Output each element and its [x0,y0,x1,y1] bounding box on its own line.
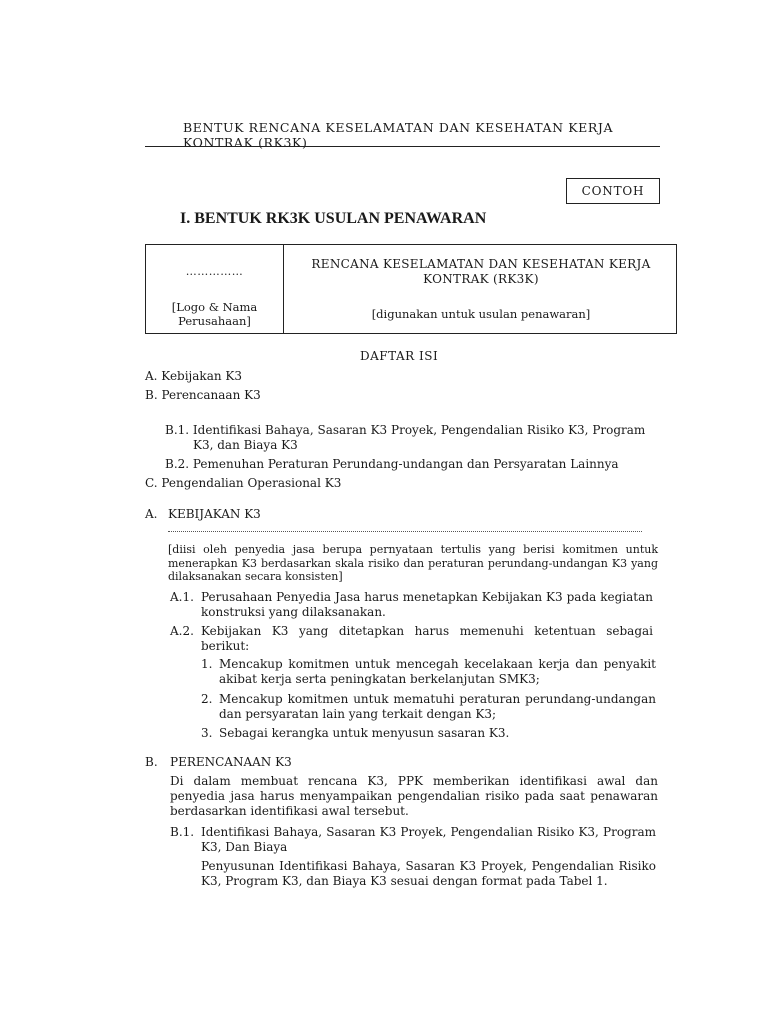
item-a1-text: Perusahaan Penyedia Jasa harus menetapkan Kebijakan K3 pada kegiatan konstruksi yang dilaksanakan. [201,590,653,619]
toc-item: B. Perencanaan K3 [145,388,261,402]
item-b1-body: Penyusunan Identifikasi Bahaya, Sasaran K3 Proyek, Pengendalian Risiko K3, Program K3, dan Biaya K3 sesuai dengan format pada Tabel 1. [201,859,656,888]
section-a-dotted-rule [168,531,642,532]
toc-item: A. Kebijakan K3 [145,369,243,383]
document-title: BENTUK RENCANA KESELAMATAN DAN KESEHATAN KERJA KONTRAK (RK3K) [183,120,614,150]
list-item: Mencakup komitmen untuk mencegah kecelakaan kerja dan penyakit akibat kerja serta peningkatan berkelanjutan SMK3; [219,657,656,686]
list-number: 2. [201,692,213,706]
section-b-heading: PERENCANAAN K3 [170,755,292,769]
contoh-badge [566,178,660,204]
header-table-subtitle: [digunakan untuk usulan penawaran] [371,307,591,321]
toc-item: B.1. Identifikasi Bahaya, Sasaran K3 Proyek, Pengendalian Risiko K3, Program [165,423,646,437]
logo-placeholder-dots: …………… [185,265,244,278]
list-number: 1. [201,657,213,671]
toc-item: B.2. Pemenuhan Peraturan Perundang-undangan dan Persyaratan Lainnya [165,457,619,471]
toc-heading: DAFTAR ISI [360,349,439,363]
list-item: Mencakup komitmen untuk mematuhi peraturan perundang-undangan dan persyaratan lain yang terkait dengan K3; [219,692,656,721]
section-heading: I. BENTUK RK3K USULAN PENAWARAN [180,210,487,227]
section-a-note: [diisi oleh penyedia jasa berupa pernyataan tertulis yang berisi komitmen untuk menerapkan K3 berdasarkan skala risiko dan peraturan perundang-undangan K3 yang dilaksanakan secara konsisten] [168,543,658,583]
item-b1-label: B.1. [170,825,195,839]
section-b-intro: Di dalam membuat rencana K3, PPK memberikan identifikasi awal dan penyedia jasa harus menyampaikan pengendalian risiko pada saat penawaran berdasarkan identifikasi awal tersebut. [170,774,658,818]
section-a-letter: A. [145,507,158,521]
logo-line-1: [Logo & Nama [171,300,258,314]
item-a2-text: Kebijakan K3 yang ditetapkan harus memenuhi ketentuan sebagai berikut: [201,624,653,653]
toc-item-continuation: K3, dan Biaya K3 [193,438,298,452]
item-b1-text: Identifikasi Bahaya, Sasaran K3 Proyek, Pengendalian Risiko K3, Program K3, Dan Biaya [201,825,656,854]
item-a1-label: A.1. [170,590,194,604]
logo-placeholder [146,300,283,328]
section-a-heading: KEBIJAKAN K3 [168,507,261,521]
list-number: 3. [201,726,213,740]
header-table [145,244,677,334]
list-item: Sebagai kerangka untuk menyusun sasaran K3. [219,726,510,740]
logo-line-2: Perusahaan] [178,314,251,328]
section-b-letter: B. [145,755,158,769]
header-table-title: RENCANA KESELAMATAN DAN KESEHATAN KERJA KONTRAK (RK3K) [311,257,651,286]
item-a2-label: A.2. [170,624,194,638]
contoh-label: CONTOH [581,184,645,198]
header-table-left-cell [146,245,284,333]
title-divider [145,146,660,147]
toc-item: C. Pengendalian Operasional K3 [145,476,342,490]
